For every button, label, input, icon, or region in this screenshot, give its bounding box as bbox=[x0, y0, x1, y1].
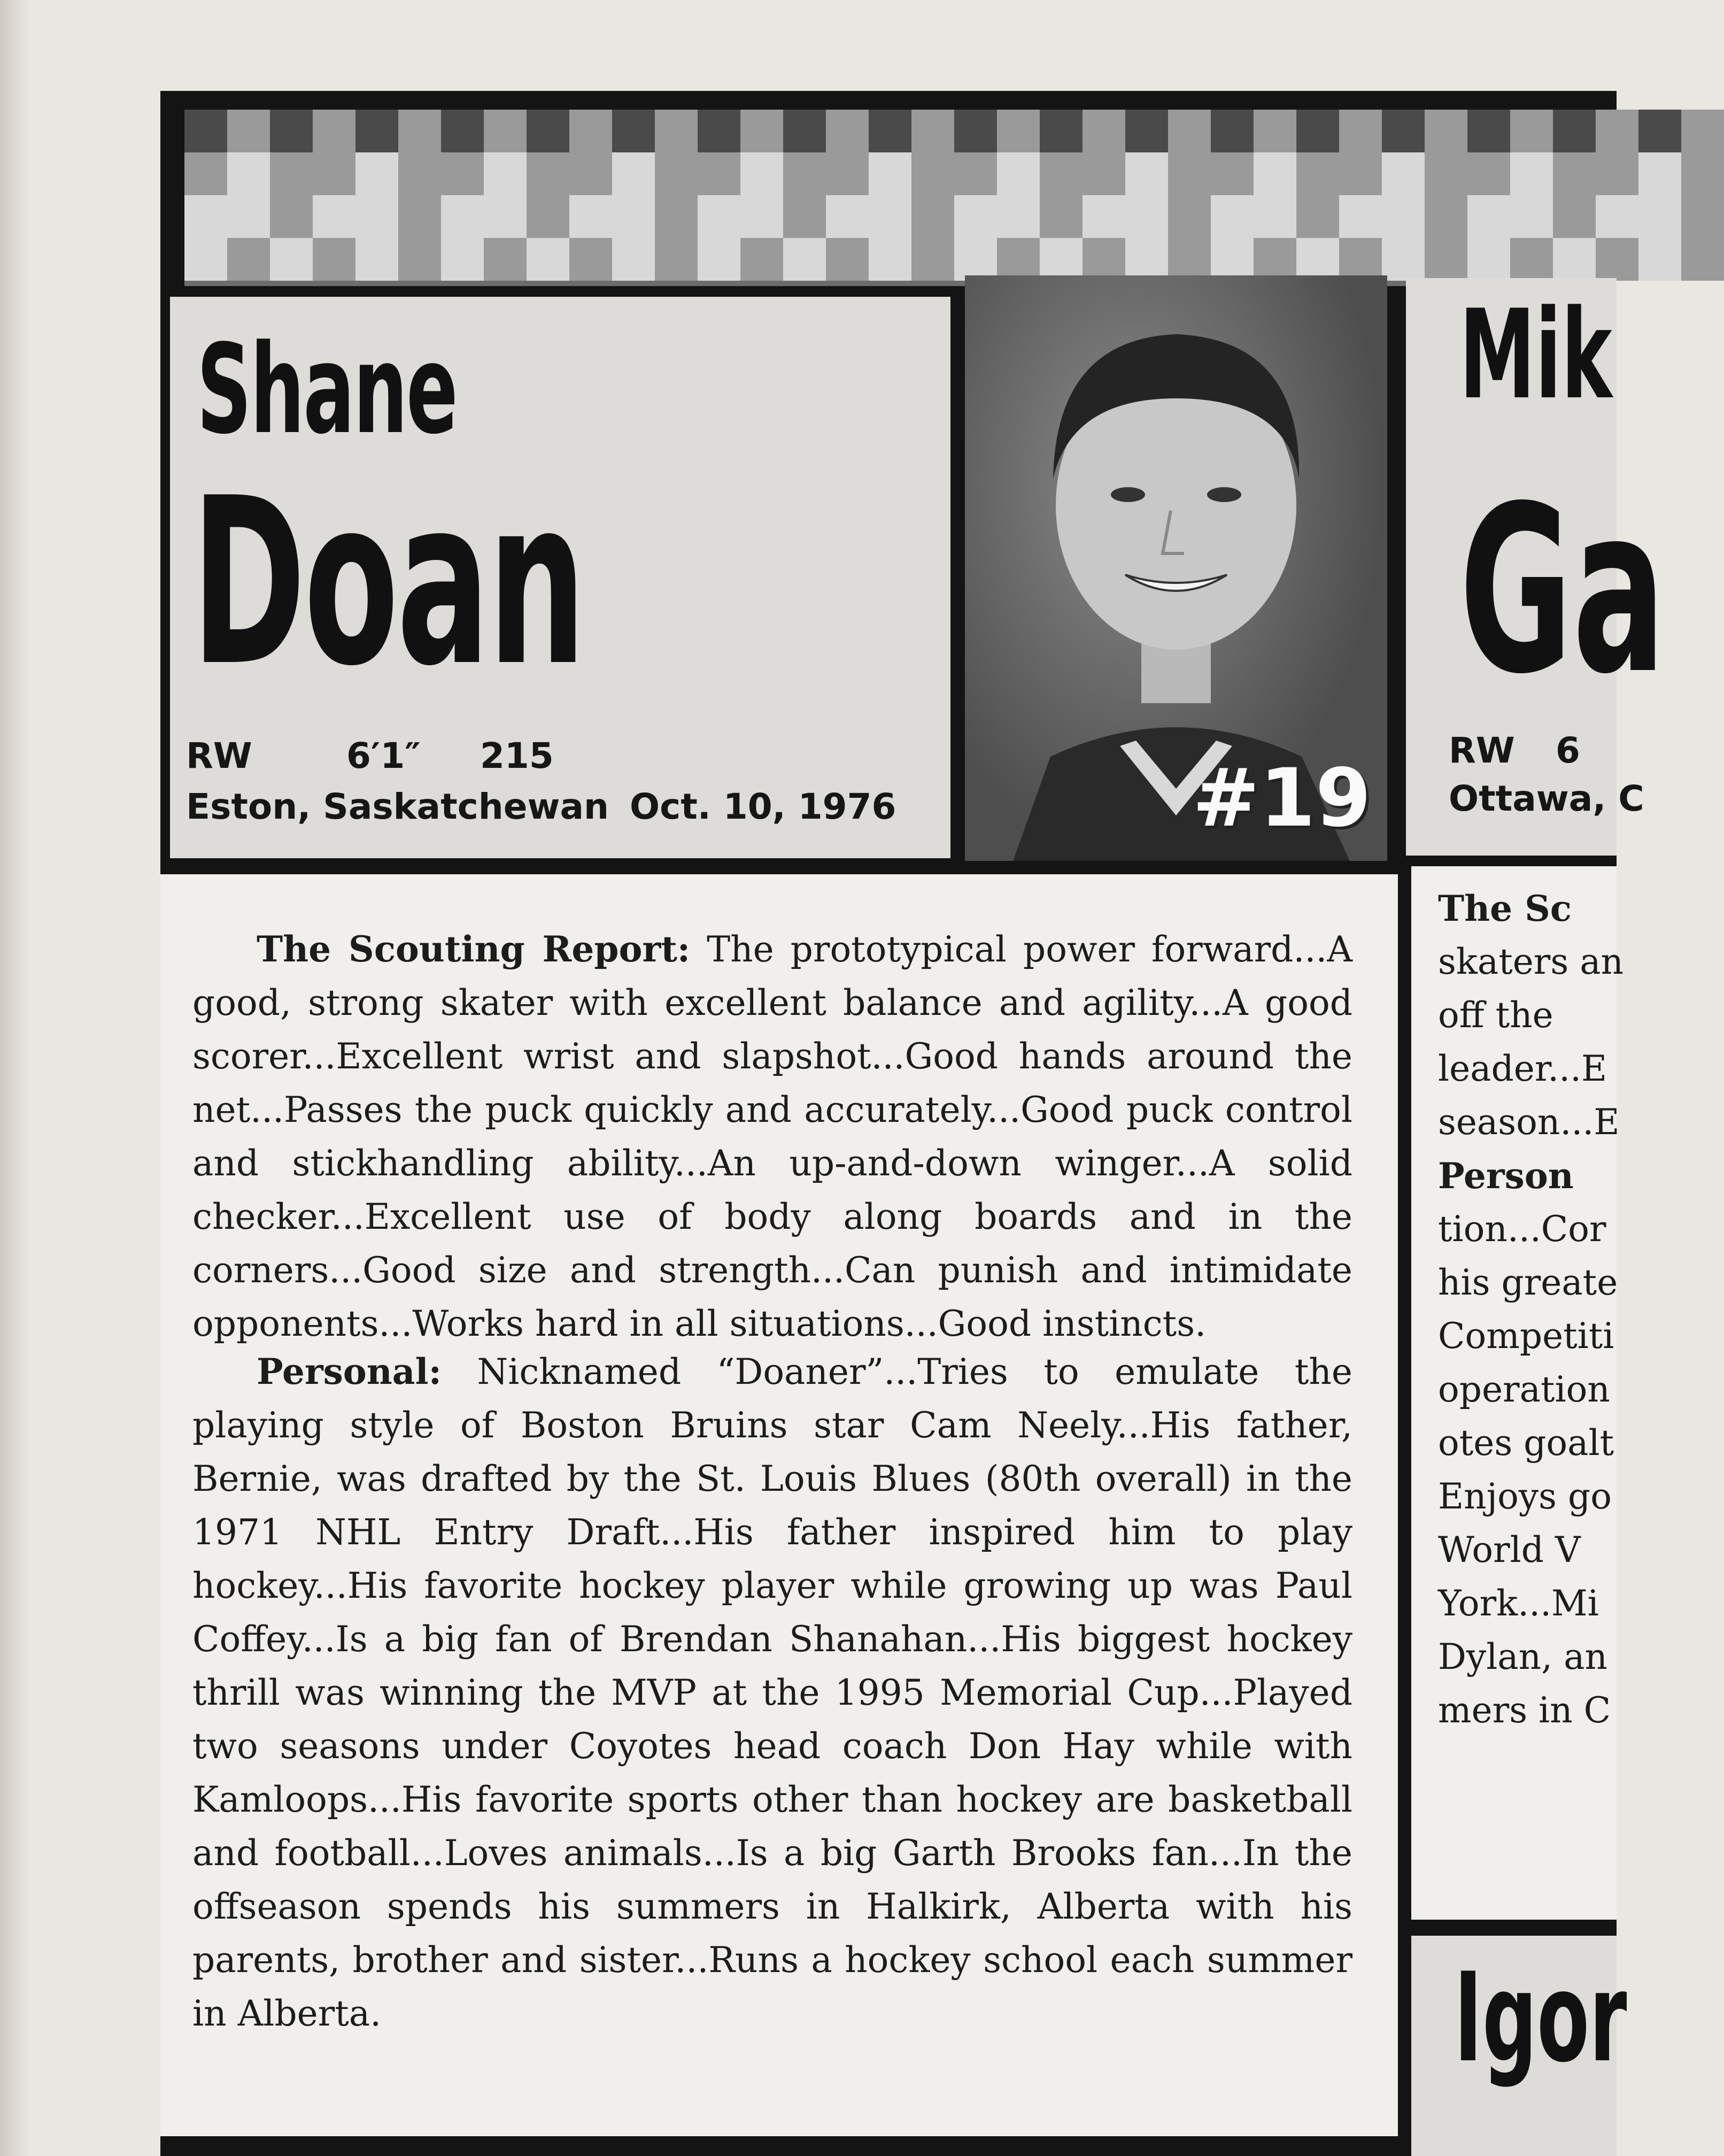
next-player-panel bbox=[1411, 1936, 1627, 2156]
banner-cell bbox=[527, 195, 569, 238]
banner-cell bbox=[1681, 110, 1724, 152]
banner-cell bbox=[612, 195, 655, 238]
banner-cell bbox=[1083, 110, 1125, 152]
banner-cell bbox=[1467, 110, 1510, 152]
banner-cell bbox=[997, 238, 1040, 281]
banner-cell bbox=[1382, 110, 1425, 152]
banner-cell bbox=[398, 110, 441, 152]
banner-cell bbox=[698, 152, 740, 195]
player-hometown: Eston, Saskatchewan bbox=[186, 786, 609, 827]
banner-cell bbox=[911, 238, 954, 281]
banner-cell bbox=[869, 195, 911, 238]
banner-cell bbox=[527, 152, 569, 195]
banner-cell bbox=[1296, 195, 1339, 238]
neighbor-article-line: Person bbox=[1438, 1155, 1574, 1197]
banner-cell bbox=[355, 195, 398, 238]
banner-cell bbox=[355, 238, 398, 281]
banner-cell bbox=[826, 195, 869, 238]
banner-cell bbox=[355, 110, 398, 152]
banner-cell bbox=[954, 238, 997, 281]
neighbor-article bbox=[1411, 866, 1624, 1920]
banner-cell bbox=[527, 238, 569, 281]
banner-cell bbox=[869, 110, 911, 152]
banner-cell bbox=[1296, 238, 1339, 281]
banner-cell bbox=[1681, 195, 1724, 238]
banner-cell bbox=[1339, 195, 1382, 238]
banner-cell bbox=[1382, 238, 1425, 281]
banner-cell bbox=[1168, 110, 1211, 152]
banner-cell bbox=[1296, 152, 1339, 195]
neighbor-article-line: Competiti bbox=[1438, 1315, 1614, 1357]
neighbor-position: RW bbox=[1449, 730, 1515, 771]
banner-cell bbox=[1425, 152, 1467, 195]
personal-text: Nicknamed “Doaner”...Tries to emulate the playing style of Boston Bruins star Cam Neely...His father, Bernie, was drafted by the St. Louis Blues (80th overall) in the 1971 NHL Entry Draft...His father inspired him to play hockey...His favorite hockey player while growing up was Paul Coffey...Is a big fan of Brendan Shanahan...His biggest hockey thrill was winning the MVP at the 1995 Memorial Cup...Played two seasons under Coyotes head coach Don Hay while with Kamloops...His favorite sports other than hockey are basketball and football...Loves animals...Is a big Garth Brooks fan...In the offseason spends his summers in Halkirk, Alberta with his parents, brother and sister...Runs a hockey school each summer in Alberta. bbox=[192, 1351, 1352, 2034]
player-birthdate: Oct. 10, 1976 bbox=[630, 786, 896, 827]
banner-cell bbox=[484, 195, 527, 238]
personal-label: Personal: bbox=[257, 1351, 442, 1392]
banner-cell bbox=[270, 195, 313, 238]
banner-cell bbox=[227, 195, 270, 238]
banner-cell bbox=[313, 195, 355, 238]
neighbor-hometown: Ottawa, C bbox=[1449, 778, 1644, 819]
neighbor-last-name: Ga bbox=[1459, 457, 1666, 725]
banner-cell bbox=[1510, 152, 1553, 195]
banner-cell bbox=[826, 238, 869, 281]
banner-cell bbox=[1254, 238, 1296, 281]
banner-cell bbox=[698, 238, 740, 281]
banner-cell bbox=[1553, 195, 1596, 238]
player-position: RW bbox=[186, 735, 252, 776]
banner-cell bbox=[484, 110, 527, 152]
banner-cell bbox=[826, 152, 869, 195]
banner-cell bbox=[1040, 152, 1083, 195]
neighbor-article-line: Enjoys go bbox=[1438, 1476, 1612, 1517]
banner-cell bbox=[1553, 238, 1596, 281]
banner-cell bbox=[1382, 152, 1425, 195]
banner-cell bbox=[1254, 195, 1296, 238]
personal-paragraph bbox=[192, 1345, 1352, 2040]
banner-cell bbox=[1168, 195, 1211, 238]
banner-cell bbox=[569, 152, 612, 195]
banner-cell bbox=[1425, 238, 1467, 281]
neighbor-article-line: Dylan, an bbox=[1438, 1636, 1607, 1677]
banner-cell bbox=[1254, 152, 1296, 195]
banner-cell bbox=[441, 110, 484, 152]
banner-cell bbox=[1467, 238, 1510, 281]
banner-cell bbox=[869, 238, 911, 281]
neighbor-height: 6 bbox=[1556, 730, 1580, 771]
banner-cell bbox=[1125, 110, 1168, 152]
banner-cell bbox=[227, 110, 270, 152]
banner-cell bbox=[569, 238, 612, 281]
banner-cell bbox=[184, 195, 227, 238]
banner-cell bbox=[783, 152, 826, 195]
player-photo bbox=[965, 275, 1387, 861]
neighbor-article-line: leader...E bbox=[1438, 1048, 1607, 1089]
banner-cell bbox=[698, 110, 740, 152]
banner-cell bbox=[1681, 152, 1724, 195]
page-edge bbox=[0, 0, 32, 2156]
banner-cell bbox=[997, 195, 1040, 238]
banner-cell bbox=[783, 238, 826, 281]
banner-cell bbox=[1638, 110, 1681, 152]
banner-cell bbox=[655, 152, 698, 195]
banner-cell bbox=[313, 152, 355, 195]
neighbor-first-name: Mik bbox=[1459, 284, 1612, 427]
banner-cell bbox=[1553, 152, 1596, 195]
banner-cell bbox=[184, 110, 227, 152]
banner-cell bbox=[1638, 152, 1681, 195]
banner-cell bbox=[1638, 195, 1681, 238]
banner-cell bbox=[1125, 195, 1168, 238]
banner-cell bbox=[313, 110, 355, 152]
banner-cell bbox=[1211, 195, 1254, 238]
banner-cell bbox=[1339, 152, 1382, 195]
banner-cell bbox=[655, 110, 698, 152]
banner-cell bbox=[1510, 110, 1553, 152]
banner-cell bbox=[911, 110, 954, 152]
banner-cell bbox=[441, 195, 484, 238]
neighbor-article-line: tion...Cor bbox=[1438, 1208, 1606, 1250]
banner-cell bbox=[270, 238, 313, 281]
banner-cell bbox=[740, 152, 783, 195]
banner-cell bbox=[1596, 110, 1638, 152]
banner-cell bbox=[1211, 238, 1254, 281]
banner-cell bbox=[1596, 238, 1638, 281]
banner-cell bbox=[783, 195, 826, 238]
banner-cell bbox=[612, 152, 655, 195]
banner-cell bbox=[911, 152, 954, 195]
banner-cell bbox=[441, 238, 484, 281]
banner-cell bbox=[1553, 110, 1596, 152]
banner-cell bbox=[227, 152, 270, 195]
neighbor-article-line: mers in C bbox=[1438, 1690, 1611, 1731]
neighbor-article-line: his greate bbox=[1438, 1262, 1618, 1303]
banner-cell bbox=[1596, 195, 1638, 238]
neighbor-article-line: operation bbox=[1438, 1369, 1610, 1410]
banner-cell bbox=[1510, 238, 1553, 281]
neighbor-stats-row bbox=[1449, 730, 1580, 771]
neighbor-article-line: season...E bbox=[1438, 1102, 1620, 1143]
scouting-report-label: The Scouting Report: bbox=[257, 928, 691, 970]
banner-cell bbox=[612, 238, 655, 281]
banner-cell bbox=[1296, 110, 1339, 152]
banner-cell bbox=[1596, 152, 1638, 195]
banner-cell bbox=[911, 195, 954, 238]
banner-cell bbox=[1382, 195, 1425, 238]
banner-cell bbox=[1681, 238, 1724, 281]
banner-cell bbox=[398, 238, 441, 281]
checker-banner bbox=[184, 110, 1617, 286]
player-weight: 215 bbox=[480, 735, 554, 776]
banner-cell bbox=[1425, 110, 1467, 152]
neighbor-article-line: skaters an bbox=[1438, 941, 1624, 982]
banner-cell bbox=[740, 110, 783, 152]
banner-cell bbox=[655, 238, 698, 281]
jersey-number: #19 bbox=[1192, 752, 1371, 845]
player-stats-row bbox=[186, 735, 554, 776]
scouting-report-paragraph bbox=[192, 922, 1352, 1351]
banner-cell bbox=[1211, 152, 1254, 195]
banner-cell bbox=[1125, 238, 1168, 281]
banner-cell bbox=[740, 238, 783, 281]
banner-cell bbox=[484, 238, 527, 281]
banner-cell bbox=[441, 152, 484, 195]
banner-cell bbox=[1638, 238, 1681, 281]
banner-cell bbox=[612, 110, 655, 152]
scouting-report-text: The prototypical power forward...A good, strong skater with excellent balance and agility...A good scorer...Excellent wrist and slapshot...Good hands around the net...Passes the puck quickly and accurately...Good puck control and stickhandling ability...An up-and-down winger...A solid checker...Excellent use of body along boards and in the corners...Good size and strength...Can punish and intimidate opponents...Works hard in all situations...Good instincts. bbox=[192, 929, 1352, 1344]
banner-cell bbox=[783, 110, 826, 152]
player-name-panel bbox=[170, 297, 950, 858]
banner-cell bbox=[569, 110, 612, 152]
neighbor-article-line: York...Mi bbox=[1438, 1583, 1599, 1624]
player-height: 6′1″ bbox=[346, 735, 421, 776]
player-first-name: Shane bbox=[197, 319, 457, 461]
banner-cell bbox=[1040, 110, 1083, 152]
banner-cell bbox=[1467, 195, 1510, 238]
article-body bbox=[160, 874, 1398, 2136]
banner-cell bbox=[1254, 110, 1296, 152]
banner-cell bbox=[954, 195, 997, 238]
banner-cell bbox=[869, 152, 911, 195]
banner-cell bbox=[1040, 195, 1083, 238]
banner-cell bbox=[484, 152, 527, 195]
banner-cell bbox=[270, 152, 313, 195]
banner-cell bbox=[698, 195, 740, 238]
player-last-name: Doan bbox=[191, 449, 584, 717]
banner-cell bbox=[740, 195, 783, 238]
banner-cell bbox=[997, 152, 1040, 195]
banner-cell bbox=[355, 152, 398, 195]
banner-cell bbox=[1510, 195, 1553, 238]
banner-cell bbox=[184, 152, 227, 195]
player-origin-row bbox=[186, 786, 896, 827]
neighbor-name-panel bbox=[1406, 278, 1666, 856]
banner-cell bbox=[1168, 238, 1211, 281]
banner-cell bbox=[1083, 195, 1125, 238]
banner-cell bbox=[270, 110, 313, 152]
banner-cell bbox=[1339, 110, 1382, 152]
banner-cell bbox=[954, 152, 997, 195]
banner-cell bbox=[398, 152, 441, 195]
banner-cell bbox=[398, 195, 441, 238]
banner-cell bbox=[569, 195, 612, 238]
banner-cell bbox=[1125, 152, 1168, 195]
banner-cell bbox=[826, 110, 869, 152]
neighbor-article-line: The Sc bbox=[1438, 888, 1572, 929]
banner-cell bbox=[997, 110, 1040, 152]
banner-cell bbox=[1083, 238, 1125, 281]
neighbor-article-line: otes goalt bbox=[1438, 1422, 1614, 1464]
banner-cell bbox=[1211, 110, 1254, 152]
banner-cell bbox=[1083, 152, 1125, 195]
next-player-name: Igor bbox=[1454, 1947, 1627, 2090]
neighbor-article-line: World V bbox=[1438, 1529, 1581, 1570]
banner-cell bbox=[527, 110, 569, 152]
banner-cell bbox=[1168, 152, 1211, 195]
banner-cell bbox=[954, 110, 997, 152]
banner-cell bbox=[184, 238, 227, 281]
banner-cell bbox=[1040, 238, 1083, 281]
banner-cell bbox=[227, 238, 270, 281]
banner-cell bbox=[1425, 195, 1467, 238]
banner-cell bbox=[313, 238, 355, 281]
neighbor-article-line: off the bbox=[1438, 995, 1553, 1036]
banner-cell bbox=[1339, 238, 1382, 281]
banner-cell bbox=[655, 195, 698, 238]
banner-cell bbox=[1467, 152, 1510, 195]
